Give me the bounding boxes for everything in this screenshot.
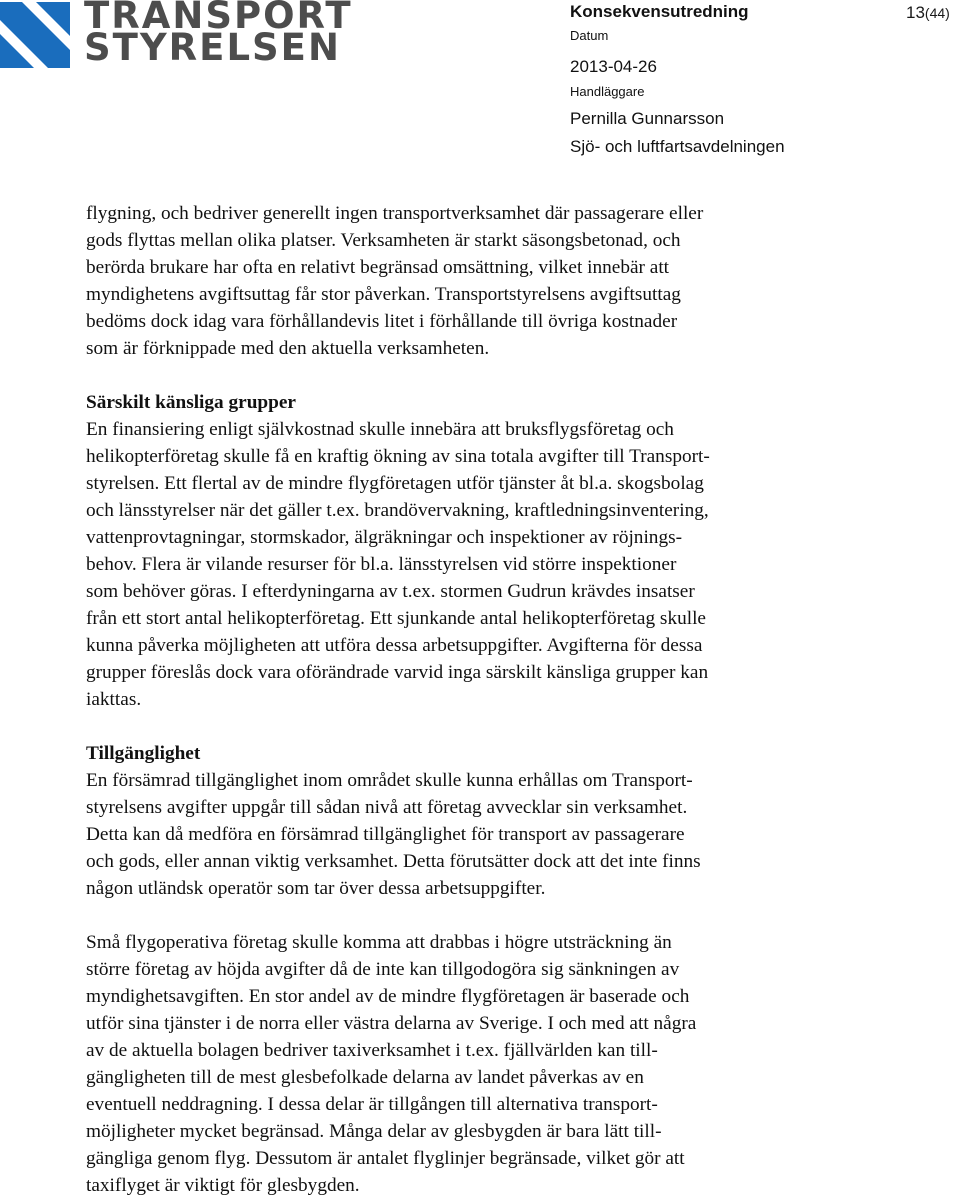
text-line: som är förknippade med den aktuella verksamheten. [86, 338, 490, 359]
text-line: iakttas. [86, 689, 142, 710]
text-line: gängligheten till de mest glesbefolkade delarna av landet påverkas av en [86, 1067, 644, 1088]
text-line: Små flygoperativa företag skulle komma att drabbas i högre utsträckning än [86, 932, 672, 953]
document-title: Konsekvensutredning [570, 2, 749, 21]
text-line: från ett stort antal helikopterföretag. Ett sjunkande antal helikopterföretag skulle [86, 608, 706, 629]
text-line: av de aktuella bolagen bedriver taxiverksamhet i t.ex. fjällvärlden kan till- [86, 1040, 658, 1061]
text-line: taxiflyget är viktigt för glesbygden. [86, 1175, 360, 1196]
date-value: 2013-04-26 [570, 57, 657, 76]
text-line: eventuell neddragning. I dessa delar är tillgången till alternativa transport- [86, 1094, 658, 1115]
page-total: (44) [924, 5, 950, 21]
text-line: En försämrad tillgänglighet inom området skulle kunna erhållas om Transport- [86, 770, 693, 791]
text-line: styrelsens avgifter uppgår till sådan nivå att företag avvecklar sin verksamhet. [86, 797, 688, 818]
logo-line-2: STYRELSEN [84, 26, 341, 69]
transportstyrelsen-logo [0, 0, 353, 74]
text-line: kunna påverka möjligheten att utföra dessa arbetsuppgifter. Avgifterna för dessa [86, 635, 703, 656]
text-line: behov. Flera är vilande resurser för bl.a. länsstyrelsen vid större inspektioner [86, 554, 677, 575]
logo-mark-icon [0, 2, 70, 68]
handler-name: Pernilla Gunnarsson [570, 109, 725, 128]
text-line: och gods, eller annan viktig verksamhet. Detta förutsätter dock att det inte finns [86, 851, 701, 872]
text-line: som behöver göras. I efterdyningarna av t.ex. stormen Gudrun krävdes insatser [86, 581, 695, 602]
text-line: grupper föreslås dock vara oförändrade varvid inga särskilt känsliga grupper kan [86, 662, 709, 683]
text-line: vattenprovtagningar, stormskador, älgräkningar och inspektioner av röjnings- [86, 527, 683, 548]
section-heading-sensitive-groups: Särskilt känsliga grupper [86, 392, 296, 413]
text-line: En finansiering enligt självkostnad skulle innebära att bruksflygsföretag och [86, 419, 674, 440]
text-line: myndighetsavgiften. En stor andel av de mindre flygföretagen är baserade och [86, 986, 690, 1007]
text-line: flygning, och bedriver generellt ingen transportverksamhet där passagerare eller [86, 203, 704, 224]
paragraph-1 [86, 200, 946, 362]
logo-line-1: TRANSPORT [84, 0, 353, 37]
date-label: Datum [570, 28, 609, 43]
section-heading-accessibility: Tillgänglighet [86, 743, 201, 764]
text-line: gängliga genom flyg. Dessutom är antalet flyglinjer begränsade, vilket gör att [86, 1148, 685, 1169]
text-line: möjligheter mycket begränsad. Många delar av glesbygden är bara lätt till- [86, 1121, 662, 1142]
text-line: helikopterföretag skulle få en kraftig ökning av sina totala avgifter till Transport- [86, 446, 710, 467]
text-line: Detta kan då medföra en försämrad tillgänglighet för transport av passagerare [86, 824, 685, 845]
text-line: större företag av höjda avgifter då de inte kan tillgodogöra sig sänkningen av [86, 959, 680, 980]
text-line: någon utländsk operatör som tar över dessa arbetsuppgifter. [86, 878, 546, 899]
paragraph-4 [86, 929, 946, 1199]
text-line: styrelsen. Ett flertal av de mindre flygföretagen utför tjänster åt bl.a. skogsbolag [86, 473, 704, 494]
paragraph-2 [86, 416, 946, 713]
page-number [906, 3, 950, 23]
text-line: bedöms dock idag vara förhållandevis litet i förhållande till övriga kostnader [86, 311, 678, 332]
text-line: gods flyttas mellan olika platser. Verksamheten är starkt säsongsbetonad, och [86, 230, 681, 251]
text-line: myndighetens avgiftsuttag får stor påverkan. Transportstyrelsens avgiftsuttag [86, 284, 681, 305]
text-line: berörda brukare har ofta en relativt begränsad omsättning, vilket innebär att [86, 257, 670, 278]
handler-label: Handläggare [570, 84, 645, 99]
page-current: 13 [906, 3, 925, 22]
text-line: och länsstyrelser när det gäller t.ex. brandövervakning, kraftledningsinventering, [86, 500, 709, 521]
text-line: utför sina tjänster i de norra eller västra delarna av Sverige. I och med att några [86, 1013, 697, 1034]
department-name: Sjö- och luftfartsavdelningen [570, 137, 785, 156]
paragraph-3 [86, 767, 946, 902]
logo-wordmark [84, 0, 353, 69]
document-body [86, 200, 946, 1199]
